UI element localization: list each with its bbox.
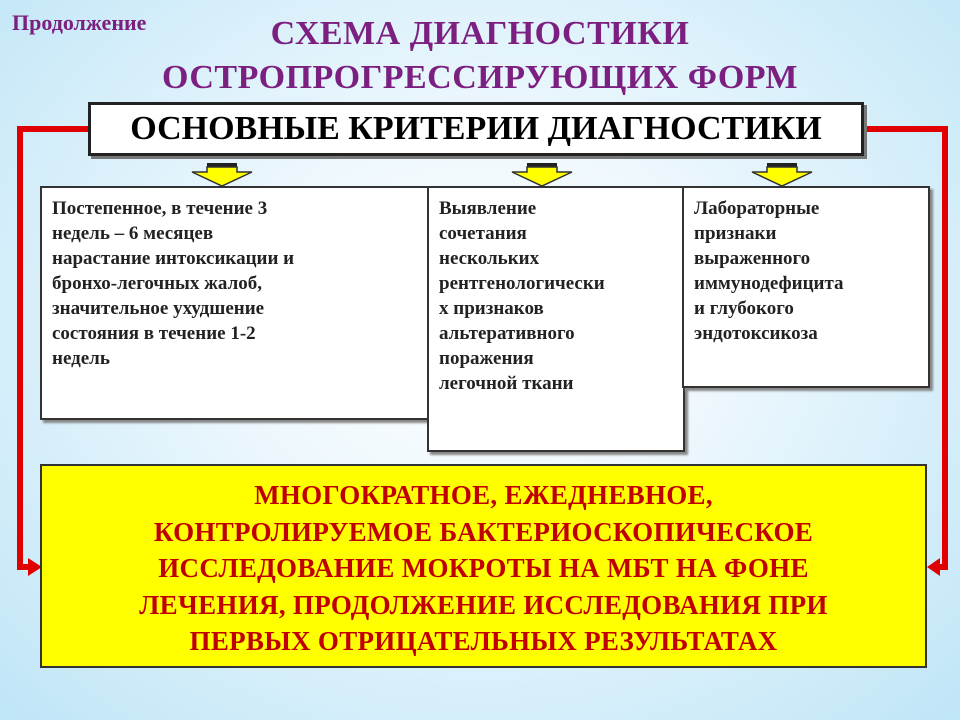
down-arrow-2	[512, 163, 572, 186]
continuation-label: Продолжение	[12, 10, 147, 35]
criterion-line: и глубокого	[694, 298, 794, 319]
criterion-line: нарастание интоксикации и	[52, 248, 295, 269]
criterion-box-laboratory	[682, 186, 930, 388]
down-arrow-1	[192, 163, 252, 186]
criterion-line: иммунодефицита	[694, 273, 844, 294]
criterion-line: альтеративного	[439, 323, 575, 344]
right-connector-arrowhead	[927, 558, 940, 576]
highlight-line: ПЕРВЫХ ОТРИЦАТЕЛЬНЫХ РЕЗУЛЬТАТАХ	[189, 626, 778, 656]
criterion-line: х признаков	[439, 298, 544, 319]
criterion-line: поражения	[439, 348, 534, 369]
criterion-line: состояния в течение 1-2	[52, 323, 256, 344]
highlight-line: ЛЕЧЕНИЯ, ПРОДОЛЖЕНИЕ ИССЛЕДОВАНИЯ ПРИ	[139, 589, 828, 620]
sputum-examination-box	[40, 464, 927, 668]
criterion-line: рентгенологически	[439, 273, 605, 294]
criterion-line: признаки	[694, 223, 777, 244]
criterion-line: недель – 6 месяцев	[52, 223, 214, 244]
criterion-line: легочной ткани	[439, 373, 574, 394]
down-arrow-3	[752, 163, 812, 186]
criterion-line: Лабораторные	[694, 198, 820, 219]
criterion-line: Выявление	[439, 198, 537, 219]
criterion-line: бронхо-легочных жалоб,	[52, 273, 262, 294]
title-line-2: ОСТРОПРОГРЕССИРУЮЩИХ ФОРМ	[162, 59, 798, 96]
criterion-line: недель	[52, 348, 110, 369]
criterion-box-clinical	[40, 186, 432, 420]
title-line-1: СХЕМА ДИАГНОСТИКИ	[270, 15, 690, 52]
criterion-line: Постепенное, в течение 3	[52, 198, 268, 219]
criterion-line: значительное ухудшение	[52, 298, 265, 319]
highlight-line: ИССЛЕДОВАНИЕ МОКРОТЫ НА МБТ НА ФОНЕ	[158, 553, 809, 583]
criterion-line: нескольких	[439, 248, 540, 269]
main-criteria-box: ОСНОВНЫЕ КРИТЕРИИ ДИАГНОСТИКИ	[88, 102, 864, 156]
criterion-box-radiological	[427, 186, 685, 452]
highlight-line: КОНТРОЛИРУЕМОЕ БАКТЕРИОСКОПИЧЕСКОЕ	[153, 516, 814, 547]
criterion-line: эндотоксикоза	[694, 323, 818, 344]
highlight-line: МНОГОКРАТНОЕ, ЕЖЕДНЕВНОЕ,	[254, 480, 713, 510]
criterion-line: выраженного	[694, 248, 811, 269]
criterion-line: сочетания	[439, 223, 527, 244]
